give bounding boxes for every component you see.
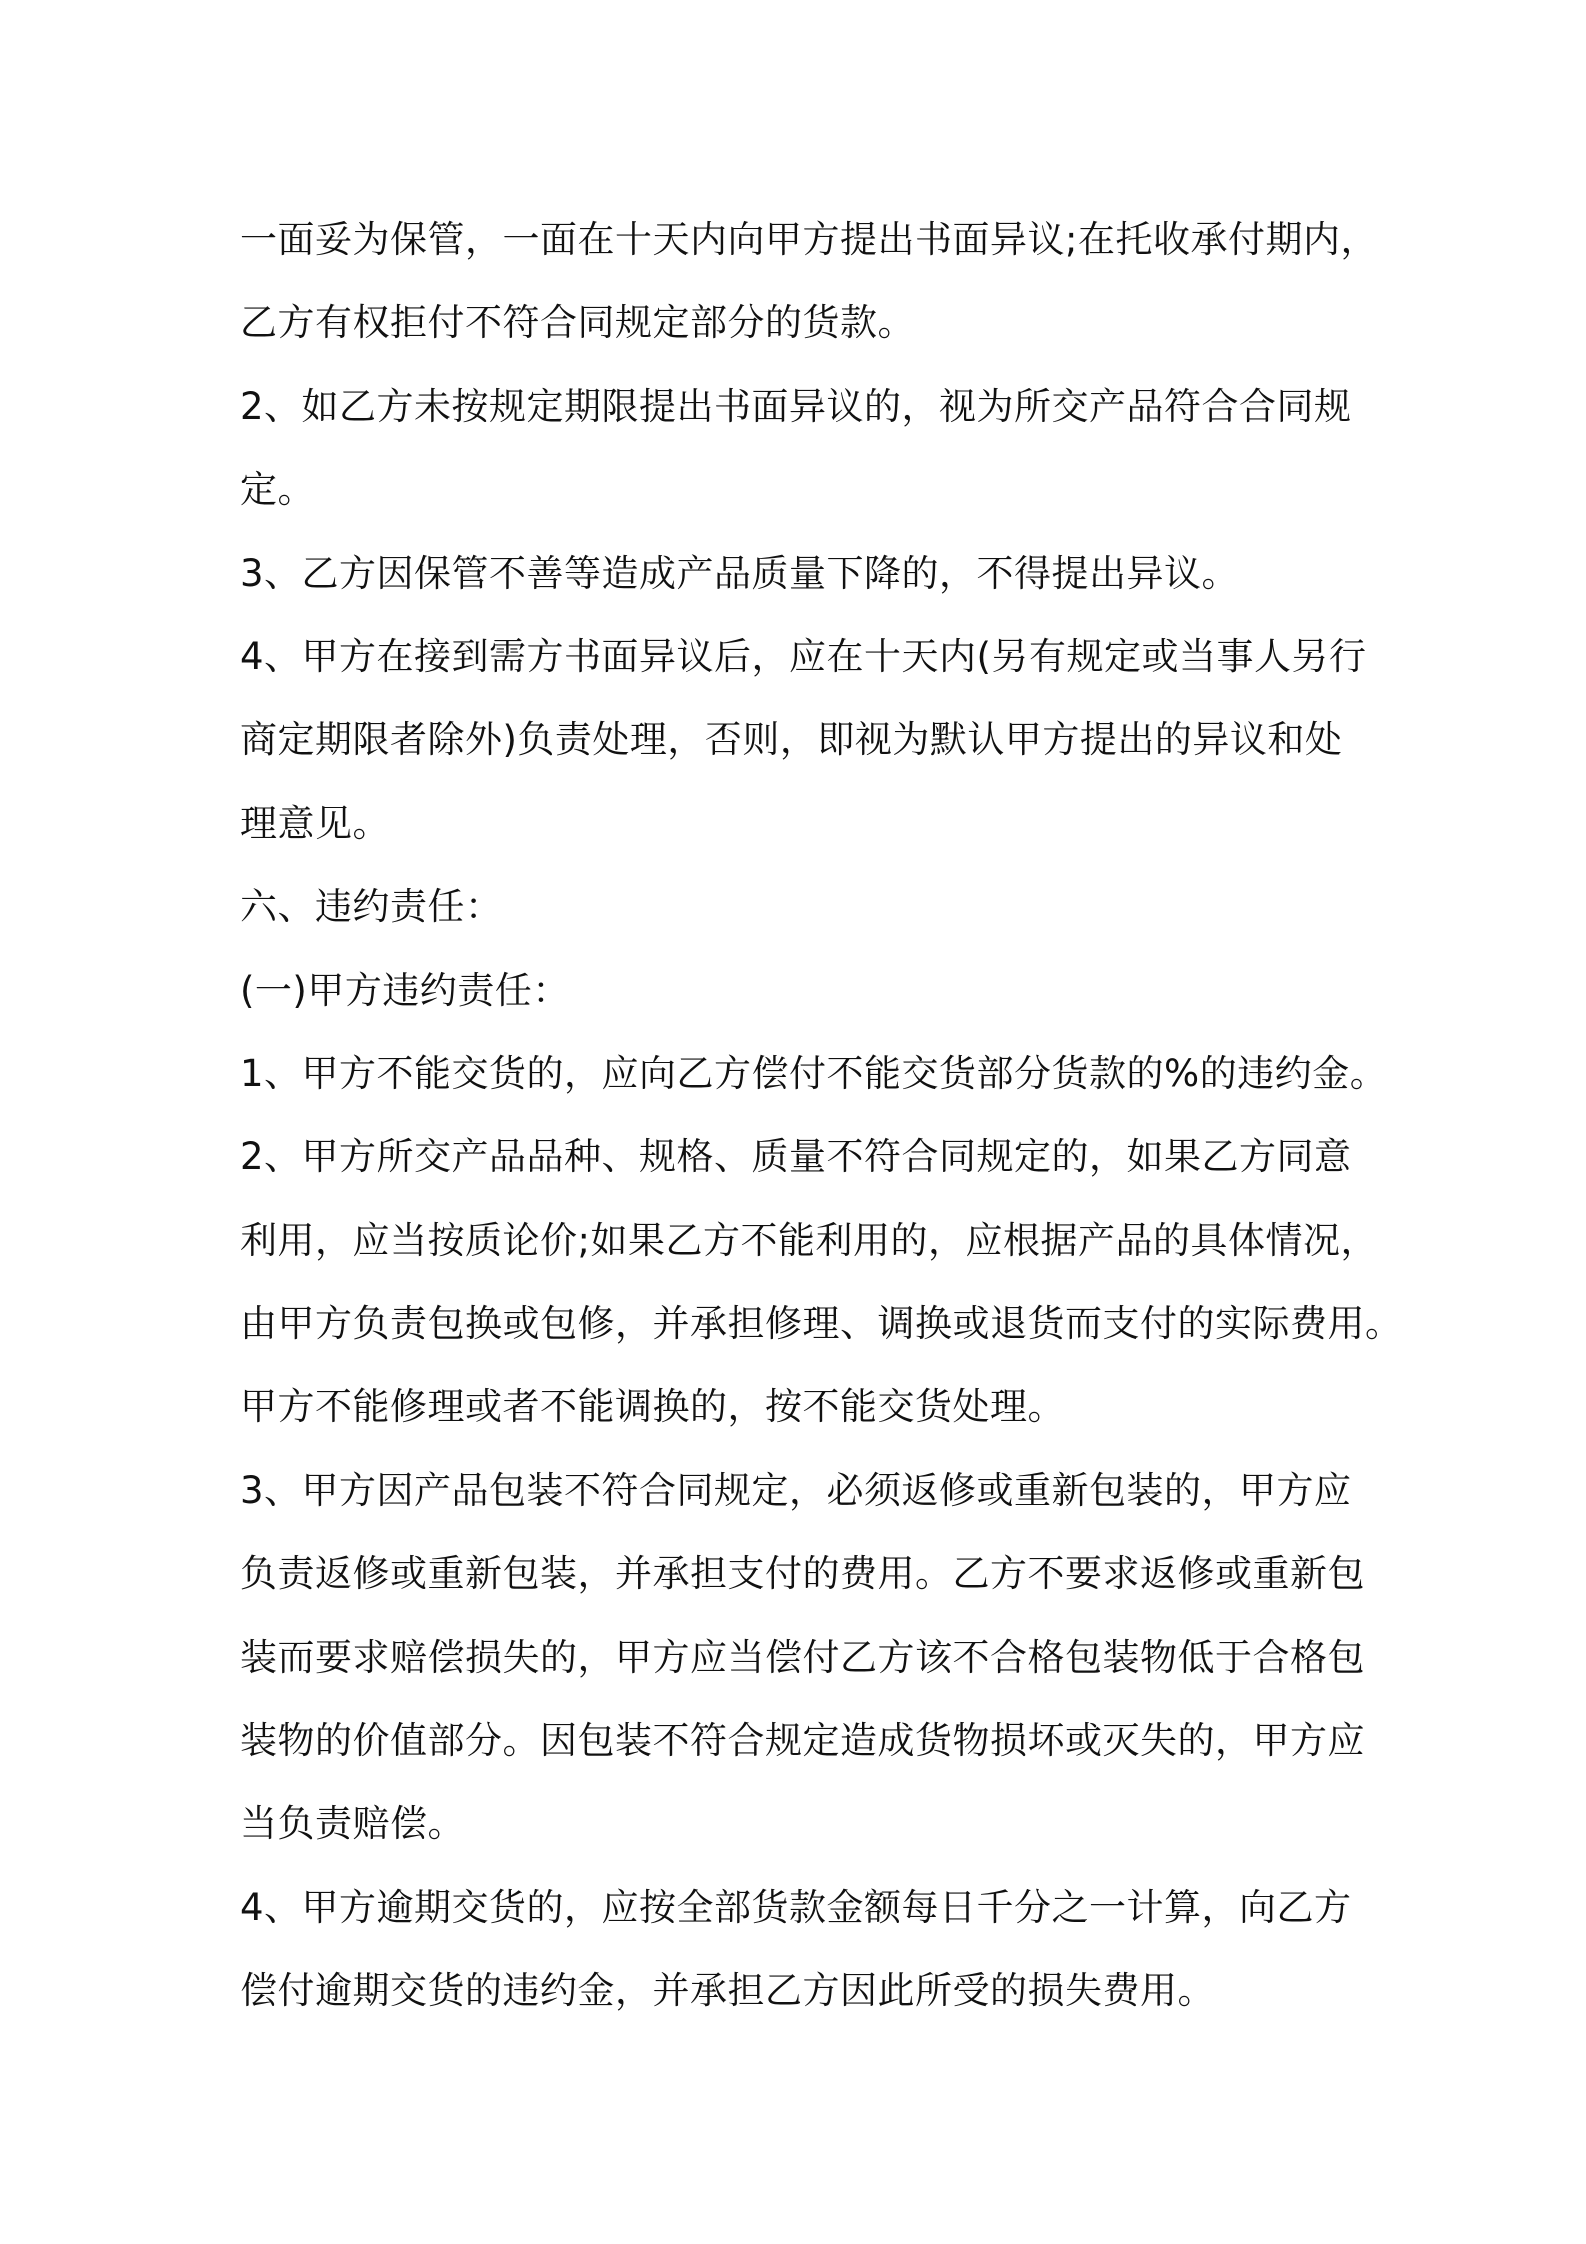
- document-line: 负责返修或重新包装，并承担支付的费用。乙方不要求返修或重新包: [240, 1552, 1365, 1596]
- section-heading: 六、违约责任：: [240, 885, 503, 929]
- document-line: 定。: [240, 468, 315, 512]
- document-line: 装物的价值部分。因包装不符合规定造成货物损坏或灭失的，甲方应: [240, 1719, 1365, 1763]
- document-line: 4、甲方在接到需方书面异议后，应在十天内(另有规定或当事人另行: [240, 634, 1367, 678]
- document-line: 2、甲方所交产品品种、规格、质量不符合同规定的，如果乙方同意: [240, 1135, 1352, 1179]
- document-line: 商定期限者除外)负责处理，否则，即视为默认甲方提出的异议和处: [240, 718, 1343, 762]
- document-line: 乙方有权拒付不符合同规定部分的货款。: [240, 301, 915, 345]
- subsection-heading: (一)甲方违约责任：: [240, 968, 570, 1012]
- document-line: 1、甲方不能交货的，应向乙方偿付不能交货部分货款的%的违约金。: [240, 1051, 1388, 1095]
- document-line: 偿付逾期交货的违约金，并承担乙方因此所受的损失费用。: [240, 1969, 1215, 2013]
- document-line: 3、乙方因保管不善等造成产品质量下降的，不得提出异议。: [240, 551, 1240, 595]
- document-body: [240, 198, 1403, 2033]
- document-line: 利用，应当按质论价;如果乙方不能利用的，应根据产品的具体情况，: [240, 1218, 1378, 1262]
- document-line: 甲方不能修理或者不能调换的，按不能交货处理。: [240, 1385, 1065, 1429]
- document-line: 一面妥为保管，一面在十天内向甲方提出书面异议;在托收承付期内，: [240, 218, 1378, 261]
- document-line: 2、如乙方未按规定期限提出书面异议的，视为所交产品符合合同规: [240, 384, 1352, 428]
- document-line: 3、甲方因产品包装不符合同规定，必须返修或重新包装的，甲方应: [240, 1468, 1352, 1512]
- document-line: 4、甲方逾期交货的，应按全部货款金额每日千分之一计算，向乙方: [240, 1885, 1352, 1929]
- document-line: 装而要求赔偿损失的，甲方应当偿付乙方该不合格包装物低于合格包: [240, 1635, 1365, 1679]
- document-line: 当负责赔偿。: [240, 1802, 465, 1846]
- document-line: 由甲方负责包换或包修，并承担修理、调换或退货而支付的实际费用。: [240, 1302, 1403, 1346]
- document-line: 理意见。: [240, 801, 390, 845]
